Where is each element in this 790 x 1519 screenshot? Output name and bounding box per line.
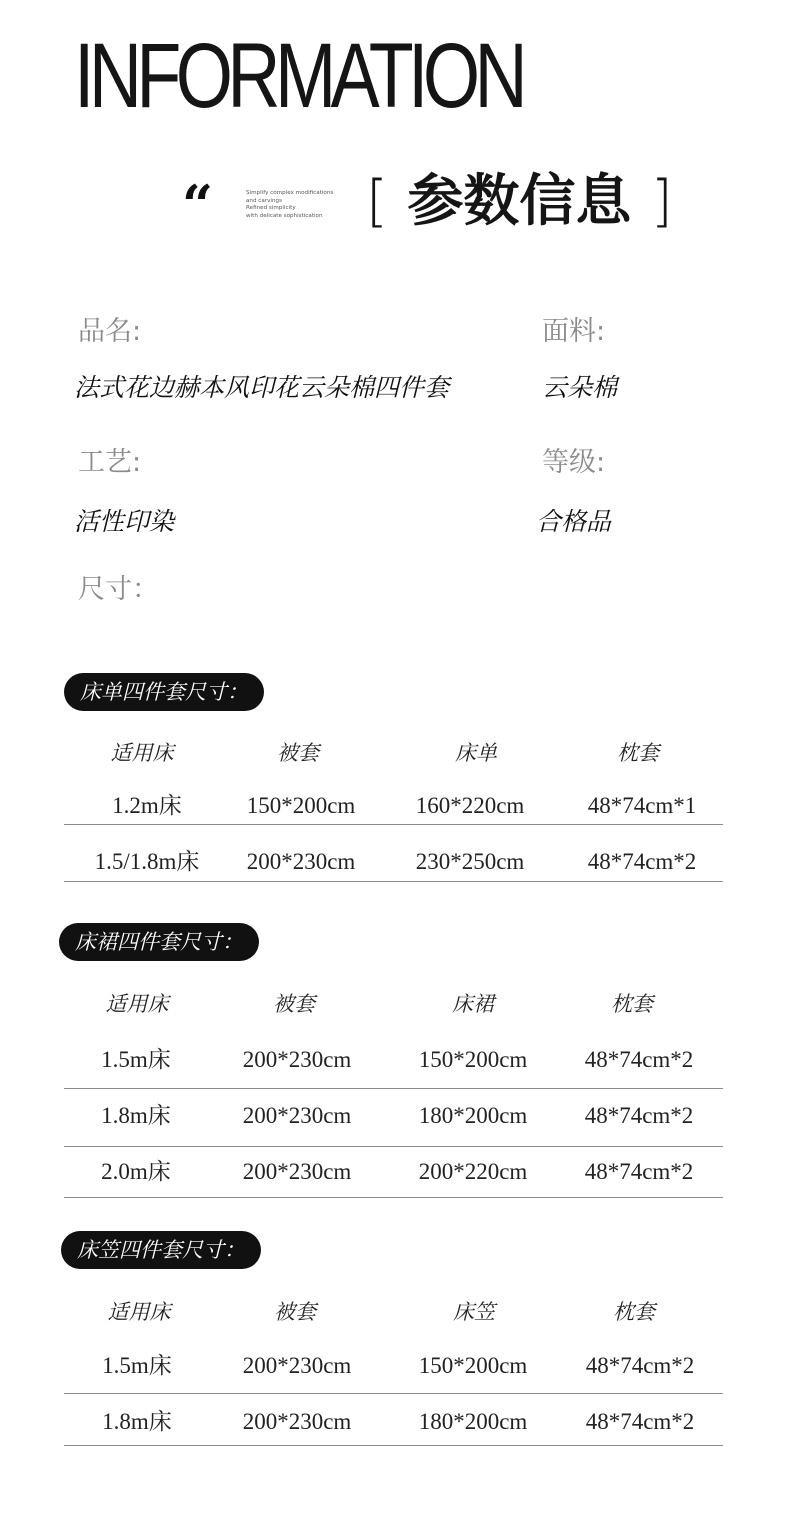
table-cell: 200*230cm (242, 1159, 352, 1184)
page-title: INFORMATION (74, 25, 523, 127)
table-cell: 200*230cm (242, 1047, 352, 1072)
table-cell: 150*200cm (418, 1353, 528, 1378)
table-header: 被套 (277, 741, 319, 765)
table-cell: 48*74cm*2 (584, 1159, 694, 1184)
table-cell: 200*220cm (418, 1159, 528, 1184)
bed-skirt-set-title: 床裙四件套尺寸： (59, 923, 259, 961)
table-cell: 48*74cm*2 (584, 1103, 694, 1128)
table-header: 适用床 (107, 1300, 171, 1324)
table-cell: 1.5m床 (102, 1353, 172, 1378)
table-cell: 48*74cm*2 (585, 1353, 695, 1378)
table-header: 床笠 (453, 1300, 495, 1324)
row-divider (64, 1197, 723, 1198)
table-header: 床单 (455, 741, 497, 765)
table-cell: 1.8m床 (101, 1103, 171, 1128)
table-header: 适用床 (110, 741, 174, 765)
bracket-right: ] (650, 169, 673, 234)
grade-label: 等级: (542, 447, 606, 478)
section-title (366, 162, 673, 242)
table-header: 床裙 (452, 992, 494, 1016)
table-cell: 1.5m床 (101, 1047, 171, 1072)
table-cell: 160*220cm (415, 793, 525, 818)
row-divider (64, 1146, 723, 1147)
table-cell: 200*230cm (242, 1103, 352, 1128)
table-cell: 180*200cm (418, 1409, 528, 1434)
table-cell: 180*200cm (418, 1103, 528, 1128)
table-cell: 200*230cm (242, 1353, 352, 1378)
table-cell: 1.8m床 (102, 1409, 172, 1434)
fabric-value: 云朵棉 (542, 373, 618, 402)
table-cell: 48*74cm*2 (584, 1047, 694, 1072)
table-header: 被套 (274, 1300, 316, 1324)
grade-value: 合格品 (536, 507, 612, 536)
row-divider (64, 1393, 723, 1394)
table-cell: 200*230cm (246, 849, 356, 874)
table-cell: 1.5/1.8m床 (94, 849, 200, 874)
row-divider (64, 1088, 723, 1089)
row-divider (64, 1445, 723, 1446)
table-cell: 48*74cm*1 (587, 793, 697, 818)
table-cell: 2.0m床 (101, 1159, 171, 1184)
table-header: 适用床 (105, 992, 169, 1016)
table-cell: 48*74cm*2 (587, 849, 697, 874)
table-header: 枕套 (617, 741, 659, 765)
craft-value: 活性印染 (74, 507, 175, 536)
table-header: 被套 (273, 992, 315, 1016)
tagline: Simplify complex modifications and carvings Refined simplicity with delicate sophistication (246, 190, 334, 219)
row-divider (64, 824, 723, 825)
name-value: 法式花边赫本风印花云朵棉四件套 (74, 373, 450, 402)
fitted-sheet-set-title: 床笠四件套尺寸： (61, 1231, 261, 1269)
bracket-left: [ (366, 169, 388, 234)
row-divider (64, 881, 723, 882)
size-label: 尺寸： (78, 574, 159, 605)
craft-label: 工艺: (78, 447, 142, 478)
name-label: 品名: (78, 316, 142, 347)
table-cell: 200*230cm (242, 1409, 352, 1434)
table-cell: 150*200cm (246, 793, 356, 818)
sheet-set-title: 床单四件套尺寸： (64, 673, 264, 711)
table-header: 枕套 (613, 1300, 655, 1324)
table-cell: 1.2m床 (112, 793, 182, 818)
quote-mark-icon: “ (182, 173, 214, 237)
table-header: 枕套 (611, 992, 653, 1016)
section-title-text: 参数信息 (407, 169, 632, 234)
fabric-label: 面料: (542, 316, 606, 347)
table-cell: 150*200cm (418, 1047, 528, 1072)
table-cell: 48*74cm*2 (585, 1409, 695, 1434)
table-cell: 230*250cm (415, 849, 525, 874)
